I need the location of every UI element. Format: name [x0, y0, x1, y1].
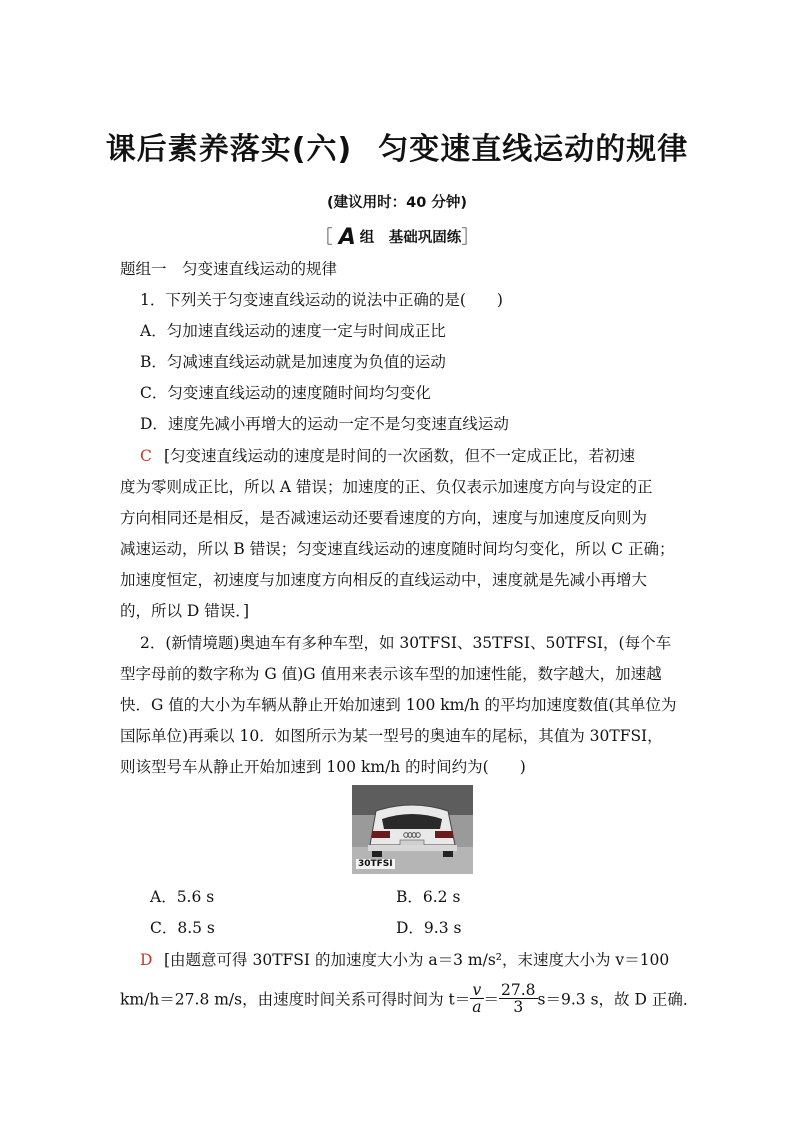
topic-heading: 题组一 匀变速直线运动的规律 — [120, 260, 338, 278]
page-title — [0, 124, 794, 168]
q1-explanation-text: [匀变速直线运动的速度是时间的一次函数，但不一定成正比，若初速 — [164, 447, 636, 465]
group-letter: A — [338, 225, 356, 250]
q1-option-d: D．速度先减小再增大的运动一定不是匀变速直线运动 — [140, 415, 509, 433]
q2-answer-key: D — [140, 951, 153, 969]
q1-explanation-line — [140, 445, 700, 467]
q1-stem: 1．下列关于匀变速直线运动的说法中正确的是( ) — [140, 291, 503, 309]
title-part1: 课后素养落实(六) — [105, 132, 353, 167]
q2-option-a: A．5.6 s — [150, 888, 215, 906]
q2-option-d: D．9.3 s — [396, 919, 462, 937]
bracket-left: ［ — [314, 227, 333, 248]
fraction-numerator: 27.8 — [501, 981, 536, 999]
q1-option-c: C．匀变速直线运动的速度随时间均匀变化 — [140, 384, 431, 402]
photo-badge-label: 30TFSI — [358, 859, 393, 869]
fraction-numerator: v — [470, 982, 483, 999]
fraction-value — [499, 982, 538, 1015]
q2-explanation-text: km/h＝27.8 m/s，由速度时间关系可得时间为 t＝ — [120, 990, 471, 1009]
q2-stem-line: 型字母前的数字称为 G 值)G 值用来表示该车型的加速性能，数字越大，加速越 — [120, 665, 662, 683]
audi-rear-photo — [352, 785, 473, 874]
q2-stem-line: 2．(新情境题)奥迪车有多种车型，如 30TFSI、35TFSI、50TFSI，(每个车 — [140, 634, 672, 652]
group-banner — [0, 223, 794, 250]
q1-explanation-line: 加速度恒定，初速度与加速度方向相反的直线运动中，速度就是先减小再增大 — [120, 571, 648, 589]
q2-stem-line: 国际单位)再乘以 10．如图所示为某一型号的奥迪车的尾标，其值为 30TFSI， — [120, 727, 663, 745]
suggested-time: (建议用时：40 分钟) — [327, 195, 467, 211]
q2-explanation-text: s＝9.3 s，故 D 正确． — [537, 990, 699, 1009]
q2-option-c: C．8.5 s — [150, 919, 215, 937]
q1-option-a: A．匀加速直线运动的速度一定与时间成正比 — [140, 322, 446, 340]
q1-explanation-line: 减速运动，所以 B 错误；匀变速直线运动的速度随时间均匀变化，所以 C 正确； — [120, 540, 675, 558]
title-part2: 匀变速直线运动的规律 — [378, 132, 689, 167]
equals-sign: ＝ — [483, 990, 500, 1009]
q1-explanation-line: 方向相同还是相反，是否减速运动还要看速度的方向，速度与加速度反向则为 — [120, 509, 648, 527]
fraction-denominator: 3 — [513, 998, 524, 1016]
q1-explanation-line: 度为零则成正比，所以 A 错误；加速度的正、负仅表示加速度方向与设定的正 — [120, 478, 653, 496]
q1-option-b: B．匀减速直线运动就是加速度为负值的运动 — [140, 353, 446, 371]
q2-option-b: B．6.2 s — [396, 888, 461, 906]
q2-explanation-text: [由题意可得 30TFSI 的加速度大小为 a＝3 m/s²，末速度大小为 v＝100 — [164, 951, 670, 969]
group-label: 组 基础巩固练 — [359, 230, 462, 246]
q1-answer-key: C — [140, 447, 152, 465]
fraction-v-over-a — [470, 982, 483, 1015]
fraction-denominator: a — [472, 998, 482, 1016]
q1-explanation-line: 的，所以 D 错误．] — [120, 602, 250, 620]
q2-stem-line: 快．G 值的大小为车辆从静止开始加速到 100 km/h 的平均加速度数值(其单位为 — [120, 696, 677, 714]
q2-stem-line: 则该型号车从静止开始加速到 100 km/h 的时间约为( ) — [120, 758, 526, 776]
q2-explanation-line — [120, 981, 699, 1017]
bracket-right: ］ — [461, 227, 480, 248]
q2-explanation-line — [140, 949, 700, 971]
